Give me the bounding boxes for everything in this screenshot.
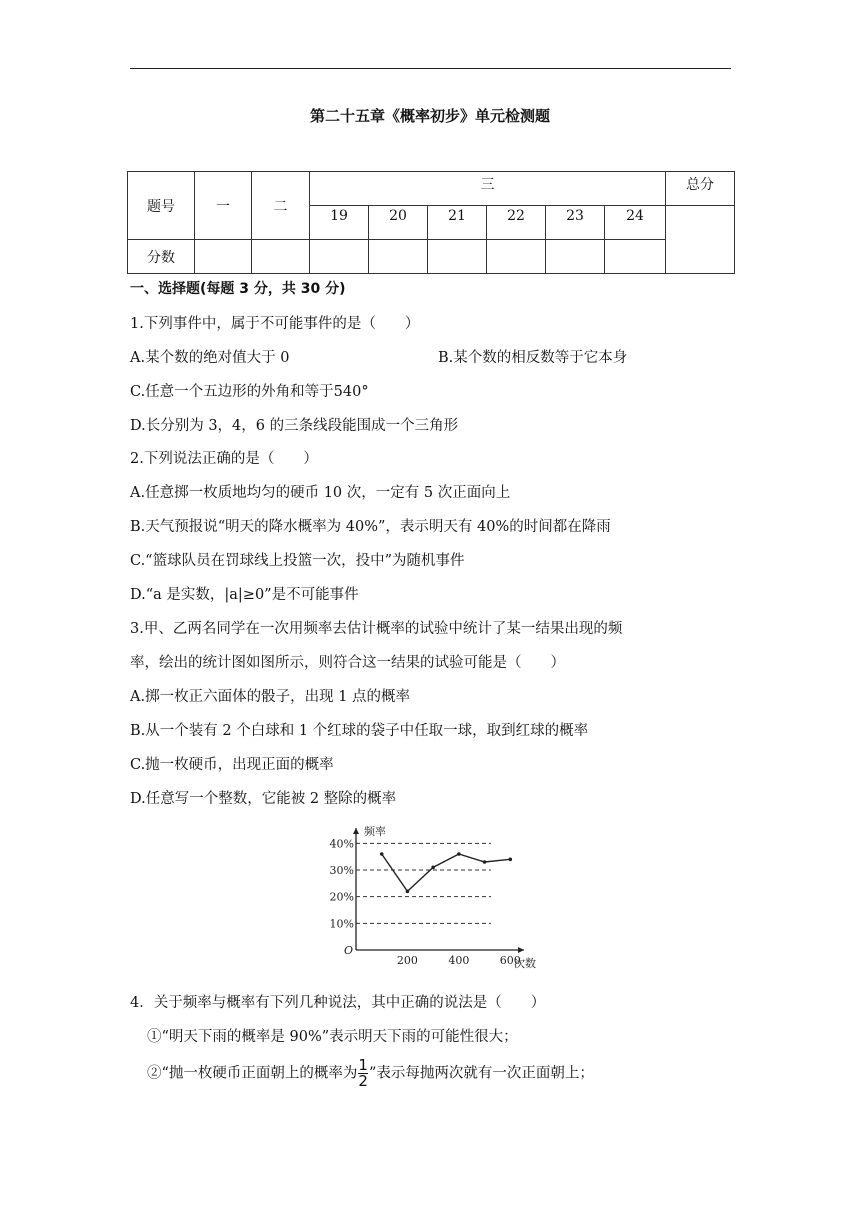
header-cell-number: 题号: [128, 172, 195, 240]
score-cell: [605, 240, 666, 274]
x-tick-label: 200: [396, 954, 418, 967]
q4-statement-2-prefix: ②“抛一枚硬币正面朝上的概率为: [147, 1065, 358, 1082]
fraction-numerator: 1: [358, 1056, 368, 1074]
y-tick-label: 40%: [329, 837, 354, 851]
subheader-cell: 21: [428, 206, 487, 240]
q1-option-a: A.某个数的绝对值大于 0: [130, 350, 290, 366]
q1-option-c: C.任意一个五边形的外角和等于540°: [130, 384, 369, 400]
data-point: [406, 890, 410, 894]
score-cell: [195, 240, 252, 274]
y-axis-label: 频率: [364, 825, 386, 838]
header-cell-section-two: 二: [252, 172, 310, 240]
score-table: [127, 171, 735, 274]
data-point: [457, 852, 461, 856]
q3-option-d: D.任意写一个整数，它能被 2 整除的概率: [130, 791, 397, 807]
header-cell-section-one: 一: [195, 172, 252, 240]
subheader-cell: 19: [310, 206, 369, 240]
subheader-cell: 22: [487, 206, 546, 240]
data-point: [380, 852, 384, 856]
header-cell-total: 总分: [666, 172, 735, 206]
q3-stem-line2: 率，绘出的统计图如图所示，则符合这一结果的试验可能是（ ）: [130, 655, 565, 671]
frequency-series-line: [382, 854, 511, 891]
y-tick-label: 30%: [329, 864, 354, 877]
y-tick-label: 20%: [329, 890, 354, 904]
q4-statement-1: ①“明天下雨的概率是 90%”表示明天下雨的可能性很大；: [147, 1029, 518, 1045]
q3-stem-line1: 3.甲、乙两名同学在一次用频率去估计概率的试验中统计了某一结果出现的频: [130, 621, 623, 637]
q4-stem: 4．关于频率与概率有下列几种说法，其中正确的说法是（ ）: [130, 995, 546, 1011]
data-point: [483, 860, 487, 864]
x-axis-label: 次数: [514, 957, 536, 970]
y-tick-label: 10%: [329, 917, 354, 931]
q2-option-a: A.任意掷一枚质地均匀的硬币 10 次，一定有 5 次正面向上: [130, 485, 511, 501]
q2-option-d: D.“a 是实数，|a|≥0”是不可能事件: [130, 587, 359, 603]
origin-label: O: [344, 944, 354, 957]
score-cell: [369, 240, 428, 274]
subheader-cell: 24: [605, 206, 666, 240]
header-rule: [130, 68, 731, 69]
q3-option-b: B.从一个装有 2 个白球和 1 个红球的袋子中任取一球，取到红球的概率: [130, 723, 589, 739]
fraction-denominator: 2: [358, 1072, 368, 1090]
y-axis-arrow-icon: [353, 828, 359, 834]
q4-statement-2: [147, 1058, 594, 1089]
score-cell: [428, 240, 487, 274]
q1-option-d: D.长分别为 3，4，6 的三条线段能围成一个三角形: [130, 418, 459, 434]
subheader-cell: 20: [369, 206, 428, 240]
data-point: [508, 858, 512, 862]
frequency-line-chart: [326, 820, 536, 970]
q1-option-b: B.某个数的相反数等于它本身: [438, 350, 628, 366]
total-score-cell: [666, 206, 735, 274]
score-row-label: 分数: [128, 240, 195, 274]
x-tick-label: 600: [499, 954, 521, 967]
x-axis-arrow-icon: [518, 947, 524, 953]
score-cell: [546, 240, 605, 274]
q4-statement-2-suffix: ”表示每抛两次就有一次正面朝上；: [368, 1065, 594, 1082]
header-cell-section-three: 三: [310, 172, 666, 206]
q3-option-a: A.掷一枚正六面体的骰子，出现 1 点的概率: [130, 689, 411, 705]
q1-stem: 1.下列事件中，属于不可能事件的是（ ）: [130, 316, 420, 332]
x-tick-label: 400: [448, 954, 470, 967]
q3-option-c: C.抛一枚硬币，出现正面的概率: [130, 757, 334, 773]
fraction-one-half: [358, 1058, 368, 1089]
q2-option-b: B.天气预报说“明天的降水概率为 40%”，表示明天有 40%的时间都在降雨: [130, 519, 611, 535]
section-heading: 一、选择题(每题 3 分，共 30 分): [130, 281, 346, 297]
score-cell: [310, 240, 369, 274]
page-title: 第二十五章《概率初步》单元检测题: [309, 107, 550, 125]
score-cell: [252, 240, 310, 274]
q2-option-c: C.“篮球队员在罚球线上投篮一次，投中”为随机事件: [130, 553, 465, 569]
subheader-cell: 23: [546, 206, 605, 240]
score-cell: [487, 240, 546, 274]
data-point: [431, 866, 435, 870]
q2-stem: 2.下列说法正确的是（ ）: [130, 451, 318, 467]
